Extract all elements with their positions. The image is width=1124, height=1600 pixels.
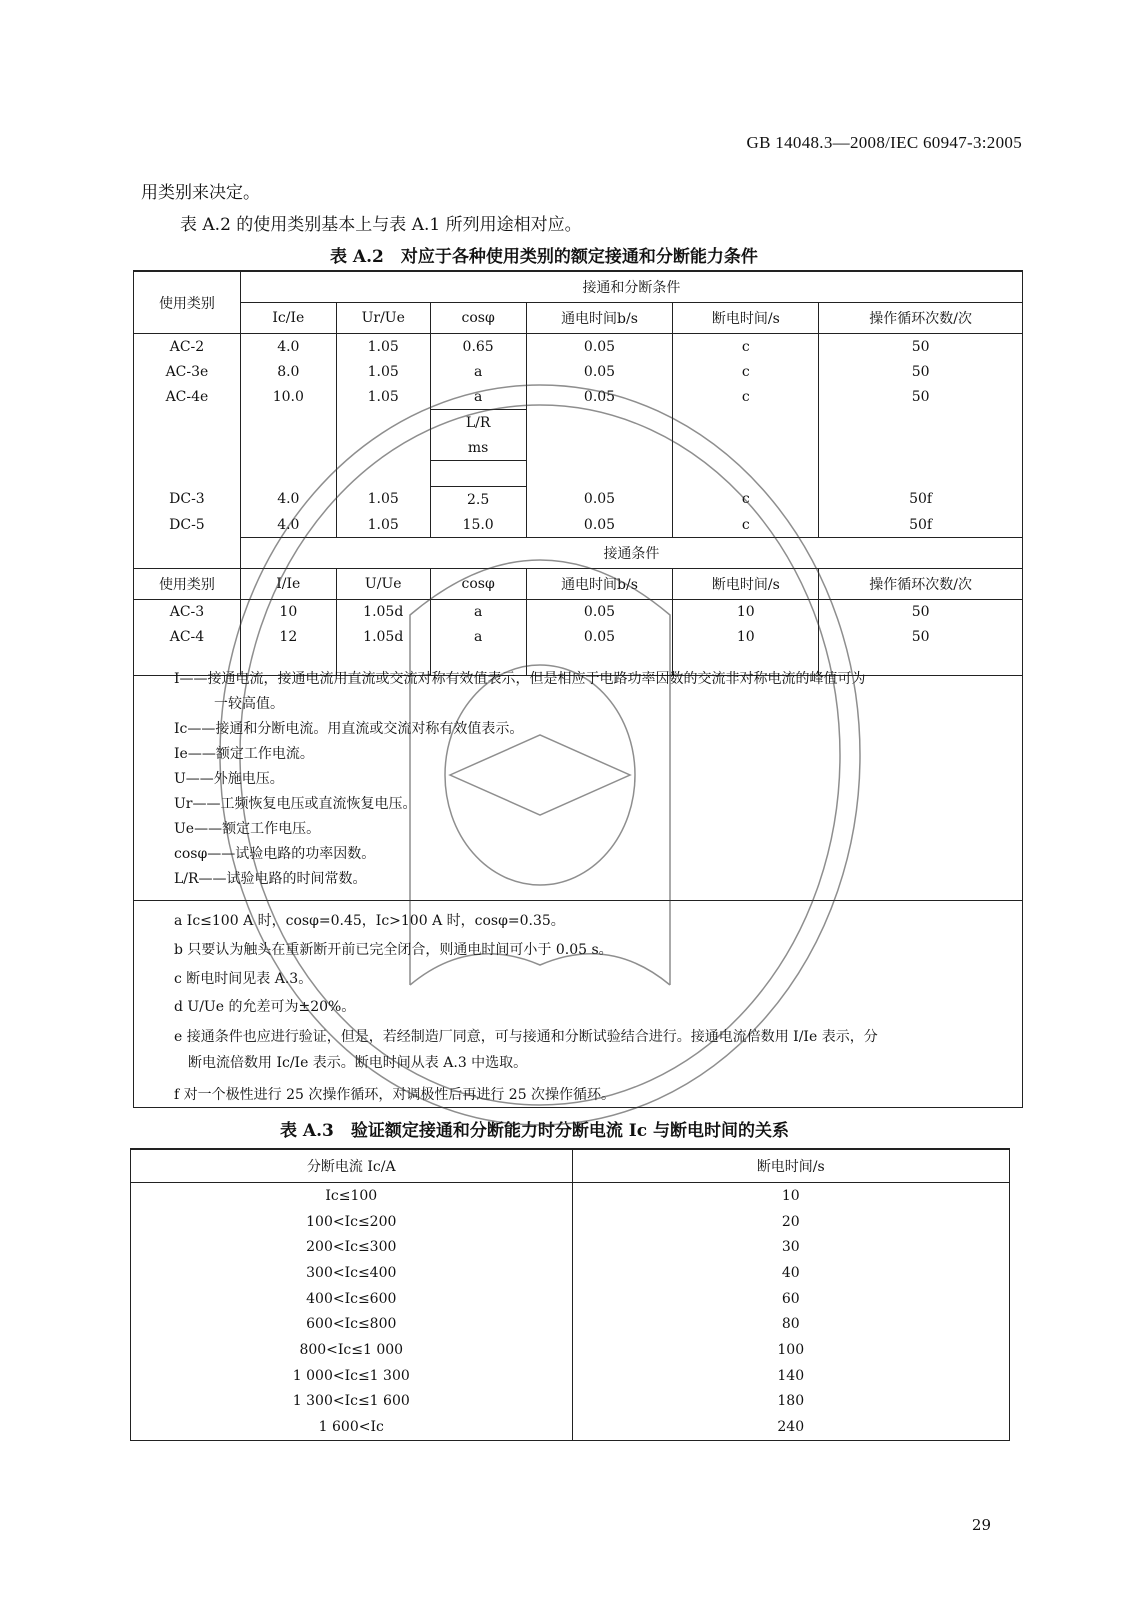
t3-current: 1 000<Ic≤1 300 [131,1363,573,1389]
footnote-line: b 只要认为触头在重新断开前已完全闭合，则通电时间可小于 0.05 s。 [174,942,613,958]
t3-current: Ic≤100 [131,1183,573,1209]
g2_rows-d: 0.05 [526,599,673,625]
ac_rows-b: 1.05 [336,384,430,410]
g2_rows-cat: AC-4 [134,625,241,650]
g2_rows-e: 10 [673,625,819,650]
footnote-line: e 接通条件也应进行验证，但是，若经制造厂同意，可与接通和分断试验结合进行。接通电流倍数用 I/Ie 表示，分 [174,1029,878,1045]
dc_rows-e: c [673,487,819,513]
g2_rows-f: 50 [819,599,1023,625]
table-row [131,1183,1010,1209]
dc_rows-f: 50f [819,487,1023,513]
g2_cols-5: 操作循环次数/次 [819,568,1023,599]
ac_rows-d: 0.05 [526,334,673,360]
lr-label: L/R [430,410,526,436]
t3-time: 10 [572,1183,1009,1209]
ac_rows-e: c [673,384,819,410]
g2_cols-0: I/Ie [240,568,336,599]
definition-line: Ic——接通和分断电流。用直流或交流对称有效值表示。 [174,721,524,737]
g2_cols-2: cosφ [430,568,526,599]
dc_rows-cat: DC-3 [134,487,241,513]
t3-time: 80 [572,1311,1009,1337]
ac_rows-c: 0.65 [430,334,526,360]
dc_rows-d: 0.05 [526,512,673,538]
t3-time: 60 [572,1286,1009,1312]
g2_rows-d: 0.05 [526,625,673,650]
dc_rows-b: 1.05 [336,487,430,513]
t3-time: 30 [572,1234,1009,1260]
g2_rows-c: a [430,599,526,625]
t3-col-time: 断电时间/s [572,1149,1009,1183]
dc_rows-c: 15.0 [430,512,526,538]
g2_rows-f: 50 [819,625,1023,650]
dc_rows-b: 1.05 [336,512,430,538]
dc_rows-e: c [673,512,819,538]
dc_rows-cat: DC-5 [134,512,241,538]
table-a2 [133,270,1023,676]
footnote-line: d U/Ue 的允差可为±20%。 [174,999,356,1015]
g1_cols-2: cosφ [430,303,526,334]
definition-line: Ie——额定工作电流。 [174,746,314,762]
footnote-line: a Ic≤100 A 时，cosφ=0.45，Ic>100 A 时，cosφ=0.35。 [174,913,565,929]
col-usage-header-2: 使用类别 [134,568,241,599]
ac_rows-e: c [673,334,819,360]
table-row [134,334,1023,360]
ac_rows-cat: AC-4e [134,384,241,410]
table-row [134,384,1023,410]
ac_rows-f: 50 [819,334,1023,360]
g2_cols-4: 断电时间/s [673,568,819,599]
t3-current: 400<Ic≤600 [131,1286,573,1312]
ac_rows-c: a [430,384,526,410]
table-row [131,1286,1010,1312]
group2-header: 接通条件 [240,538,1022,569]
table-row [131,1209,1010,1235]
t3-current: 600<Ic≤800 [131,1311,573,1337]
g1_cols-3: 通电时间b/s [526,303,673,334]
definition-line: Ue——额定工作电压。 [174,821,321,837]
t3-current: 300<Ic≤400 [131,1260,573,1286]
definition-line: cosφ——试验电路的功率因数。 [174,846,376,862]
group1-header: 接通和分断条件 [240,271,1022,303]
g2_cols-1: U/Ue [336,568,430,599]
table-row [134,359,1023,384]
g2_rows-a: 12 [240,625,336,650]
intro-line-2: 表 A.2 的使用类别基本上与表 A.1 所列用途相对应。 [180,215,582,235]
table-row [131,1363,1010,1389]
table-row [134,512,1023,538]
g1_cols-1: Ur/Ue [336,303,430,334]
definition-line: L/R——试验电路的时间常数。 [174,871,367,887]
ac_rows-f: 50 [819,359,1023,384]
footnote-line: 断电流倍数用 Ic/Ie 表示。断电时间从表 A.3 中选取。 [188,1055,528,1071]
table-row [131,1389,1010,1415]
col-usage-header: 使用类别 [134,271,241,334]
table-row [131,1414,1010,1440]
table-row [134,625,1023,650]
ac_rows-d: 0.05 [526,359,673,384]
g2_rows-c: a [430,625,526,650]
ac_rows-f: 50 [819,384,1023,410]
ac_rows-e: c [673,359,819,384]
ac_rows-c: a [430,359,526,384]
t3-current: 800<Ic≤1 000 [131,1337,573,1363]
ac_rows-d: 0.05 [526,384,673,410]
dc_rows-a: 4.0 [240,512,336,538]
dc_rows-a: 4.0 [240,487,336,513]
ac_rows-cat: AC-2 [134,334,241,360]
t3-current: 1 300<Ic≤1 600 [131,1389,573,1415]
dc_rows-d: 0.05 [526,487,673,513]
table-row [131,1311,1010,1337]
table-row [134,599,1023,625]
page-number: 29 [971,1516,991,1534]
ac_rows-a: 10.0 [240,384,336,410]
g1_cols-5: 操作循环次数/次 [819,303,1023,334]
document-header: GB 14048.3—2008/IEC 60947-3:2005 [746,133,1022,152]
table-row [131,1260,1010,1286]
t3-col-current: 分断电流 Ic/A [131,1149,573,1183]
definition-line: I——接通电流，接通电流用直流或交流对称有效值表示，但是相应于电路功率因数的交流非对称电流的峰值可为 [174,671,866,687]
lr-unit: ms [430,435,526,461]
g2_rows-a: 10 [240,599,336,625]
g1_cols-4: 断电时间/s [673,303,819,334]
t3-time: 180 [572,1389,1009,1415]
ac_rows-cat: AC-3e [134,359,241,384]
table-a3 [130,1148,1010,1441]
t3-current: 200<Ic≤300 [131,1234,573,1260]
g2_rows-b: 1.05d [336,625,430,650]
ac_rows-b: 1.05 [336,334,430,360]
ac_rows-b: 1.05 [336,359,430,384]
g1_cols-0: Ic/Ie [240,303,336,334]
dc_rows-f: 50f [819,512,1023,538]
g2_rows-e: 10 [673,599,819,625]
ac_rows-a: 4.0 [240,334,336,360]
table-a2-notes [133,660,1023,1108]
definition-line: U——外施电压。 [174,771,284,787]
table-row [131,1234,1010,1260]
footnote-line: c 断电时间见表 A.3。 [174,971,313,987]
table-row [131,1337,1010,1363]
intro-line-1: 用类别来决定。 [141,183,260,203]
g2_rows-cat: AC-3 [134,599,241,625]
table-a3-caption: 表 A.3 验证额定接通和分断能力时分断电流 Ic 与断电时间的关系 [280,1121,789,1141]
footnote-line: f 对一个极性进行 25 次操作循环，对调极性后再进行 25 次操作循环。 [174,1087,616,1103]
t3-current: 100<Ic≤200 [131,1209,573,1235]
g2_rows-b: 1.05d [336,599,430,625]
t3-time: 140 [572,1363,1009,1389]
definition-line: 一较高值。 [214,696,284,712]
t3-time: 240 [572,1414,1009,1440]
table-a2-caption: 表 A.2 对应于各种使用类别的额定接通和分断能力条件 [330,247,758,267]
t3-time: 40 [572,1260,1009,1286]
definition-line: Ur——工频恢复电压或直流恢复电压。 [174,796,417,812]
t3-time: 20 [572,1209,1009,1235]
g2_cols-3: 通电时间b/s [526,568,673,599]
t3-time: 100 [572,1337,1009,1363]
ac_rows-a: 8.0 [240,359,336,384]
notes-divider [134,900,1022,901]
t3-current: 1 600<Ic [131,1414,573,1440]
table-row [134,487,1023,513]
dc_rows-c: 2.5 [430,487,526,513]
